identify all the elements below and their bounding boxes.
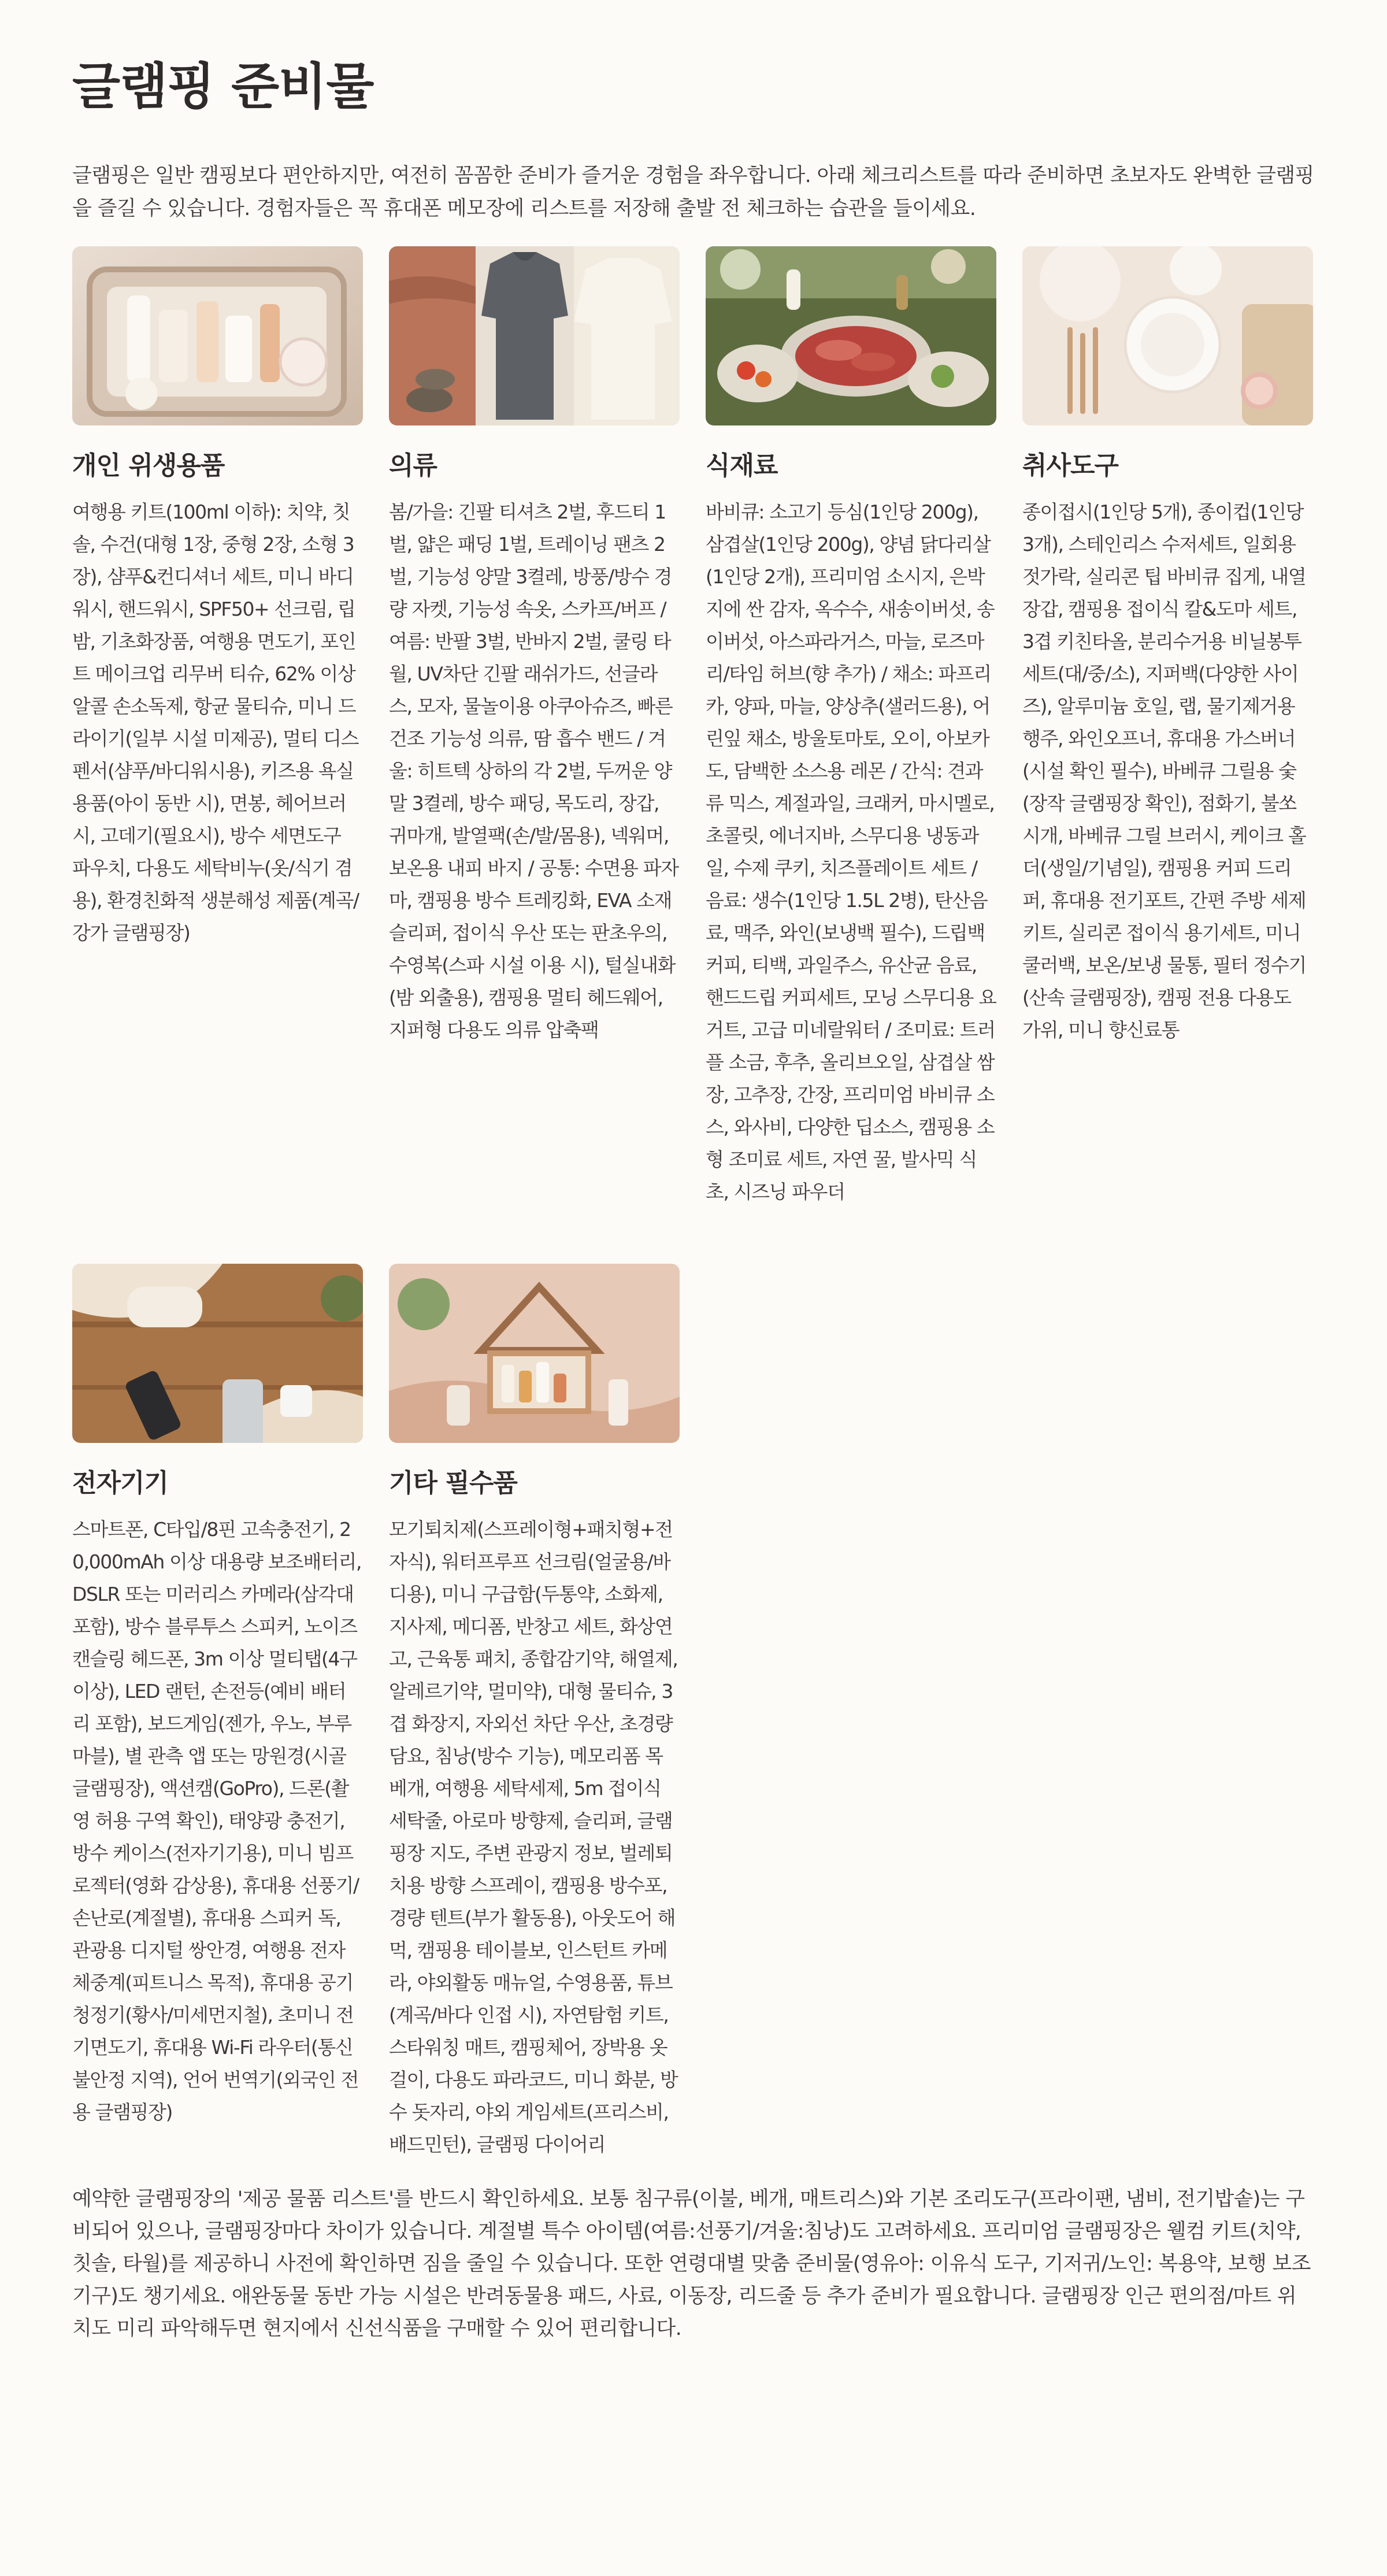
category-title: 식재료: [706, 451, 778, 480]
category-grid-row-2: [72, 1264, 1315, 2161]
category-title: 전자기기: [72, 1468, 169, 1498]
category-description: 봄/가을: 긴팔 티셔츠 2벌, 후드티 1벌, 얇은 패딩 1벌, 트레이닝 팬츠 2벌, 기능성 양말 3켤레, 방풍/방수 경량 자켓, 기능성 속옷, 스카프/버프 / 여름: 반팔 3벌, 반바지 2벌, 쿨링 타월, UV차단 긴팔 래쉬가드, 선글라스, 모자, 물놀이용 아쿠아슈즈, 빠른건조 기능성 의류, 땀 흡수 밴드 / 겨울: 히트텍 상하의 각 2벌, 두꺼운 양말 3켤레, 방수 패딩, 목도리, 장갑, 귀마개, 발열팩(손/발/몸용), 넥워머, 보온용 내피 바지 / 공통: 수면용 파자마, 캠핑용 방수 트레킹화, EVA 소재 슬리퍼, 접이식 우산 또는 판초우의, 수영복(스파 시설 이용 시), 털실내화(밤 외출용), 캠핑용 멀티 헤드웨어, 지퍼형 다용도 의류 압축팩: [389, 501, 678, 1041]
page-title: 글램핑 준비물: [72, 58, 374, 116]
tableware-photo: [1022, 246, 1313, 425]
category-description: 바비큐: 소고기 등심(1인당 200g), 삼겹살(1인당 200g), 양념 닭다리살(1인당 2개), 프리미엄 소시지, 은박지에 싼 감자, 옥수수, 새송이버섯, 송이버섯, 아스파라거스, 마늘, 로즈마리/타임 허브(향 추가) / 채소: 파프리카, 양파, 마늘, 양상추(샐러드용), 어린잎 채소, 방울토마토, 오이, 아보카도, 담백한 소스용 레몬 / 간식: 견과류 믹스, 계절과일, 크래커, 마시멜로, 초콜릿, 에너지바, 스무디용 냉동과일, 수제 쿠키, 치즈플레이트 세트 / 음료: 생수(1인당 1.5L 2병), 탄산음료, 맥주, 와인(보냉백 필수), 드립백 커피, 티백, 과일주스, 유산균 음료, 핸드드립 커피세트, 모닝 스무디용 요거트, 고급 미네랄워터 / 조미료: 트러플 소금, 후추, 올리브오일, 삼겹살 쌈장, 고추장, 간장, 프리미엄 바비큐 소스, 와사비, 다양한 딥소스, 캠핑용 소형 조미료 세트, 자연 꿀, 발사믹 식초, 시즈닝 파우더: [706, 501, 996, 1203]
category-description: 여행용 키트(100ml 이하): 치약, 칫솔, 수건(대형 1장, 중형 2장, 소형 3장), 샴푸&컨디셔너 세트, 미니 바디워시, 핸드워시, SPF50+ 선크림, 립밤, 기초화장품, 여행용 면도기, 포인트 메이크업 리무버 티슈, 62% 이상 알콜 손소독제, 항균 물티슈, 미니 드라이기(일부 시설 미제공), 멀티 디스펜서(샴푸/바디워시용), 키즈용 욕실용품(아이 동반 시), 면봉, 헤어브러시, 고데기(필요시), 방수 세면도구 파우치, 다용도 세탁비누(옷/식기 겸용), 환경친화적 생분해성 제품(계곡/강가 글램핑장): [72, 501, 359, 944]
footnote-paragraph: 예약한 글램핑장의 '제공 물품 리스트'를 반드시 확인하세요. 보통 침구류(이불, 베개, 매트리스)와 기본 조리도구(프라이팬, 냄비, 전기밥솥)는 구비되어 있으나, 글램핑장마다 차이가 있습니다. 계절별 특수 아이템(여름:선풍기/겨울:침낭)도 고려하세요. 프리미엄 글램핑장은 웰컴 키트(치약, 칫솔, 타월)를 제공하니 사전에 확인하면 짐을 줄일 수 있습니다. 또한 연령대별 맞춤 준비물(영유아: 이유식 도구, 기저귀/노인: 복용약, 보행 보조기구)도 챙기세요. 애완동물 동반 가능 시설은 반려동물용 패드, 사료, 이동장, 리드줄 등 추가 준비가 필요합니다. 글램핑장 인근 편의점/마트 위치도 미리 파악해두면 현지에서 신선식품을 구매할 수 있어 편리합니다.: [72, 2188, 1311, 2340]
category-title: 기타 필수품: [389, 1468, 517, 1498]
category-title: 취사도구: [1022, 451, 1119, 480]
category-card-hygiene: [72, 246, 363, 1208]
essentials-shelf-photo: [389, 1264, 680, 1443]
category-description: 종이접시(1인당 5개), 종이컵(1인당 3개), 스테인리스 수저세트, 일회용 젓가락, 실리콘 팁 바비큐 집게, 내열 장갑, 캠핑용 접이식 칼&도마 세트, 3겹 키친타올, 분리수거용 비닐봉투 세트(대/중/소), 지퍼백(다양한 사이즈), 알루미늄 호일, 랩, 물기제거용 행주, 와인오프너, 휴대용 가스버너(시설 확인 필수), 바베큐 그릴용 숯(장작 글램핑장 확인), 점화기, 불쏘시개, 바베큐 그릴 브러시, 케이크 홀더(생일/기념일), 캠핑용 커피 드리퍼, 휴대용 전기포트, 간편 주방 세제 키트, 실리콘 접이식 용기세트, 미니 쿨러백, 보온/보냉 물통, 필터 정수기(산속 글램핑장), 캠핑 전용 다용도 가위, 미니 향신료통: [1022, 501, 1306, 1041]
intro-paragraph: 글램핑은 일반 캠핑보다 편안하지만, 여전히 꼼꼼한 준비가 즐거운 경험을 좌우합니다. 아래 체크리스트를 따라 준비하면 초보자도 완벽한 글램핑을 즐길 수 있습니다. 경험자들은 꼭 휴대폰 메모장에 리스트를 저장해 출발 전 체크하는 습관을 들이세요.: [72, 164, 1314, 220]
bbq-food-spread-photo: [706, 246, 996, 425]
category-card-food: [706, 246, 996, 1208]
category-card-clothing: [389, 246, 680, 1208]
category-title: 개인 위생용품: [72, 451, 225, 480]
category-card-electronics: [72, 1264, 363, 2161]
category-grid-row-1: [72, 246, 1315, 1208]
electronics-photo: [72, 1264, 363, 1443]
category-title: 의류: [389, 451, 437, 480]
toiletry-pouch-photo: [72, 246, 363, 425]
category-description: 모기퇴치제(스프레이형+패치형+전자식), 워터프루프 선크림(얼굴용/바디용), 미니 구급함(두통약, 소화제, 지사제, 메디폼, 반창고 세트, 화상연고, 근육통 패치, 종합감기약, 해열제, 알레르기약, 멀미약), 대형 물티슈, 3겹 화장지, 자외선 차단 우산, 초경량 담요, 침낭(방수 기능), 메모리폼 목베개, 여행용 세탁세제, 5m 접이식 세탁줄, 아로마 방향제, 슬리퍼, 글램핑장 지도, 주변 관광지 정보, 벌레퇴치용 방향 스프레이, 캠핑용 방수포, 경량 텐트(부가 활동용), 아웃도어 해먹, 캠핑용 테이블보, 인스턴트 카메라, 야외활동 매뉴얼, 수영용품, 튜브(계곡/바다 인접 시), 자연탐험 키트, 스타워칭 매트, 캠핑체어, 장박용 옷걸이, 다용도 파라코드, 미니 화분, 방수 돗자리, 야외 게임세트(프리스비, 배드민턴), 글램핑 다이어리: [389, 1518, 678, 2156]
category-card-cookware: [1022, 246, 1313, 1208]
folded-clothes-photo: [389, 246, 680, 425]
category-card-essentials: [389, 1264, 680, 2161]
category-description: 스마트폰, C타입/8핀 고속충전기, 20,000mAh 이상 대용량 보조배터리, DSLR 또는 미러리스 카메라(삼각대 포함), 방수 블루투스 스피커, 노이즈캔슬링 헤드폰, 3m 이상 멀티탭(4구 이상), LED 랜턴, 손전등(예비 배터리 포함), 보드게임(젠가, 우노, 부루마블), 별 관측 앱 또는 망원경(시골 글램핑장), 액션캠(GoPro), 드론(촬영 허용 구역 확인), 태양광 충전기, 방수 케이스(전자기기용), 미니 빔프로젝터(영화 감상용), 휴대용 선풍기/손난로(계절별), 휴대용 스피커 독, 관광용 디지털 쌍안경, 여행용 전자 체중계(피트니스 목적), 휴대용 공기청정기(황사/미세먼지철), 초미니 전기면도기, 휴대용 Wi-Fi 라우터(통신 불안정 지역), 언어 번역기(외국인 전용 글램핑장): [72, 1518, 362, 2123]
